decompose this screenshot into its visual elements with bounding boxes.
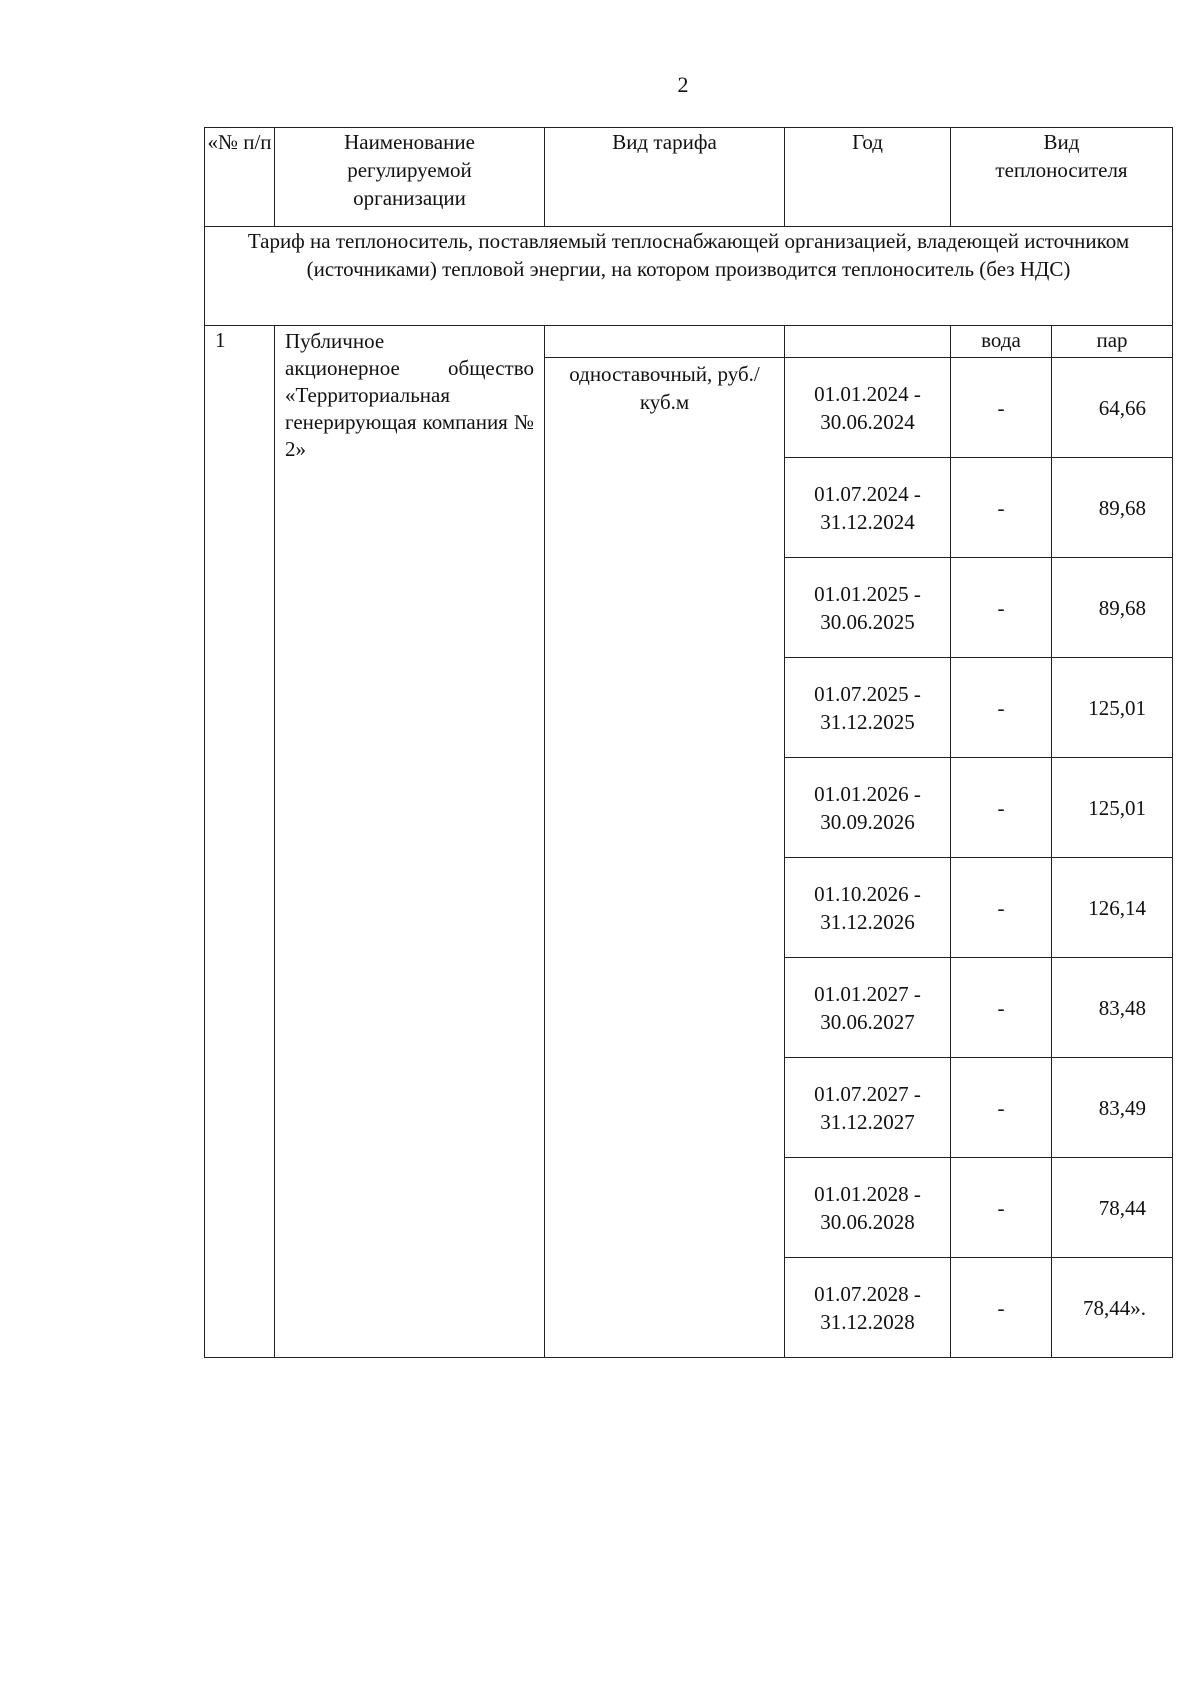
subheader-steam: пар (1052, 326, 1173, 358)
period-start: 01.07.2027 - (814, 1081, 921, 1106)
period-cell (785, 1058, 951, 1158)
water-value: - (951, 1058, 1052, 1158)
steam-value: 83,49 (1052, 1058, 1173, 1158)
subheader-blank-type (545, 326, 785, 358)
steam-value: 78,44 (1052, 1158, 1173, 1258)
steam-value: 89,68 (1052, 558, 1173, 658)
section-row (205, 227, 1173, 326)
water-value: - (951, 958, 1052, 1058)
steam-value: 83,48 (1052, 958, 1173, 1058)
period-cell (785, 558, 951, 658)
subheader-row (205, 326, 1173, 358)
period-cell (785, 1258, 951, 1358)
period-cell (785, 858, 951, 958)
period-start: 01.07.2024 - (814, 481, 921, 506)
period-start: 01.07.2025 - (814, 681, 921, 706)
tariff-type-value: одноставочный, руб./куб.м (545, 358, 785, 1358)
water-value: - (951, 458, 1052, 558)
header-row (205, 128, 1173, 227)
period-end: 31.12.2028 (820, 1309, 915, 1334)
water-value: - (951, 558, 1052, 658)
subheader-blank-year (785, 326, 951, 358)
period-start: 01.10.2026 - (814, 881, 921, 906)
section-title: Тариф на теплоноситель, поставляемый теплоснабжающей организацией, владеющей источником (источниками) тепловой энергии, на котором производится теплоноситель (без НДС) (205, 227, 1173, 326)
period-start: 01.01.2024 - (814, 381, 921, 406)
header-year: Год (785, 128, 951, 227)
period-cell (785, 458, 951, 558)
period-end: 31.12.2025 (820, 709, 915, 734)
period-end: 31.12.2026 (820, 909, 915, 934)
period-start: 01.07.2028 - (814, 1281, 921, 1306)
steam-value: 64,66 (1052, 358, 1173, 458)
steam-value: 78,44». (1052, 1258, 1173, 1358)
period-cell (785, 358, 951, 458)
water-value: - (951, 1158, 1052, 1258)
period-cell (785, 658, 951, 758)
period-end: 30.09.2026 (820, 809, 915, 834)
steam-value: 125,01 (1052, 658, 1173, 758)
header-tariff-type: Вид тарифа (545, 128, 785, 227)
water-value: - (951, 658, 1052, 758)
period-cell (785, 1158, 951, 1258)
period-end: 30.06.2028 (820, 1209, 915, 1234)
period-cell (785, 958, 951, 1058)
water-value: - (951, 758, 1052, 858)
subheader-water: вода (951, 326, 1052, 358)
steam-value: 125,01 (1052, 758, 1173, 858)
period-end: 30.06.2024 (820, 409, 915, 434)
water-value: - (951, 858, 1052, 958)
water-value: - (951, 1258, 1052, 1358)
header-num: «№ п/п (205, 128, 275, 227)
period-end: 30.06.2027 (820, 1009, 915, 1034)
organization-rest: акционерное общество «Территориальная генерирующая компания № 2» (285, 356, 534, 461)
period-start: 01.01.2026 - (814, 781, 921, 806)
period-end: 31.12.2024 (820, 509, 915, 534)
steam-value: 89,68 (1052, 458, 1173, 558)
steam-value: 126,14 (1052, 858, 1173, 958)
page-number: 2 (677, 72, 689, 97)
water-value: - (951, 358, 1052, 458)
header-carrier: Вид теплоносителя (951, 128, 1173, 227)
period-start: 01.01.2025 - (814, 581, 921, 606)
period-start: 01.01.2028 - (814, 1181, 921, 1206)
period-start: 01.01.2027 - (814, 981, 921, 1006)
period-cell (785, 758, 951, 858)
row-number: 1 (205, 326, 275, 1358)
tariff-table (204, 127, 1173, 1358)
organization-name (275, 326, 545, 1358)
period-end: 30.06.2025 (820, 609, 915, 634)
organization-line1: Публичное (285, 329, 385, 353)
period-end: 31.12.2027 (820, 1109, 915, 1134)
header-organization: Наименование регулируемой организации (275, 128, 545, 227)
